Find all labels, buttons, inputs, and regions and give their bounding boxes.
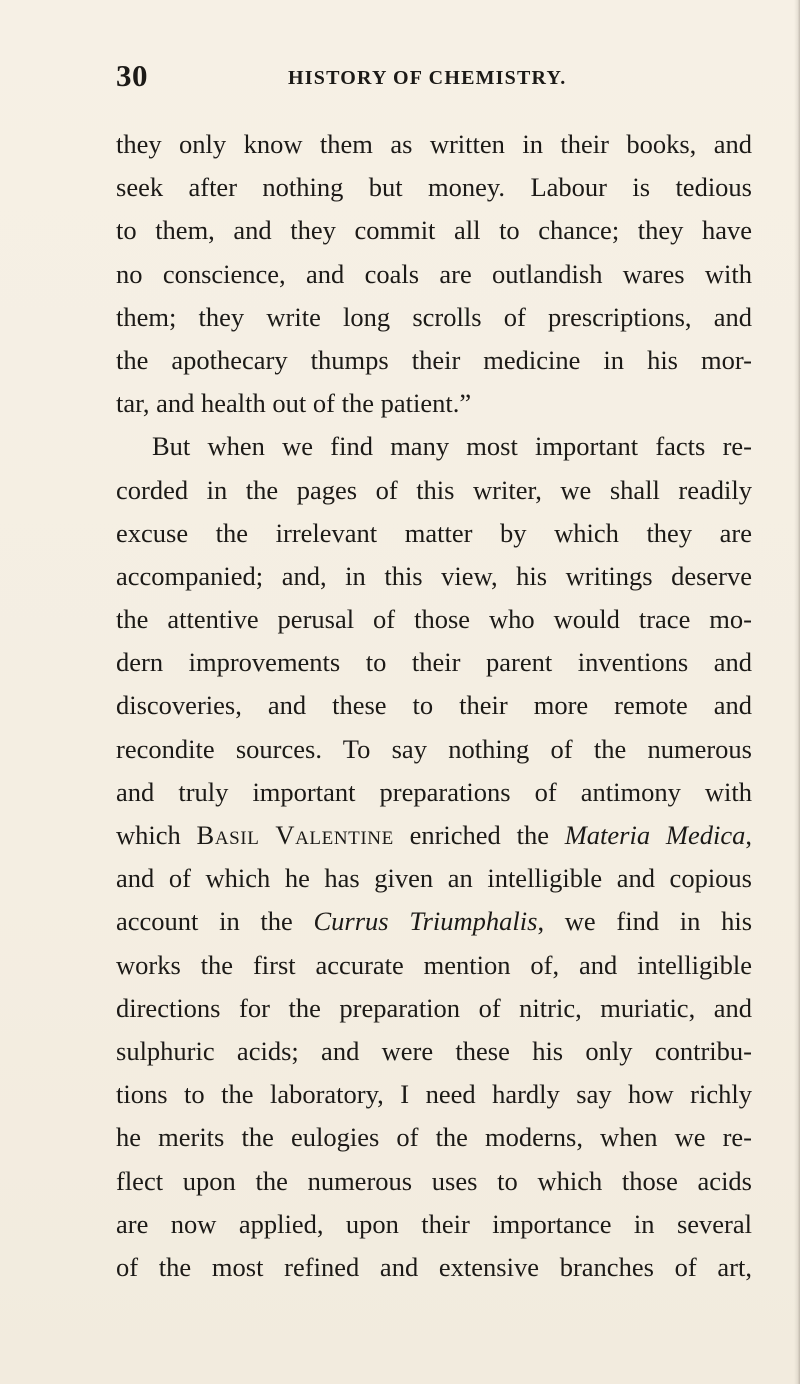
text-line xyxy=(116,814,752,857)
text-line: they only know them as written in their books, and xyxy=(116,129,752,159)
text-line xyxy=(116,900,752,943)
text-line: the apothecary thumps their medicine in his mor- xyxy=(116,344,752,375)
text-run: , we find in his xyxy=(537,906,753,937)
text-line: directions for the preparation of nitric, muriatic, and xyxy=(116,992,752,1023)
text-run: enriched the xyxy=(393,820,565,850)
book-title: Currus Triumphalis xyxy=(313,906,538,937)
text-line: discoveries, and these to their more remote and xyxy=(116,690,752,721)
text-line: flect upon the numerous uses to which those acids xyxy=(116,1165,752,1196)
text-line: seek after nothing but money. Labour is tedious xyxy=(116,172,752,203)
text-line: are now applied, upon their importance in several xyxy=(116,1208,752,1239)
text-run: , xyxy=(745,820,752,850)
text-line: accompanied; and, in this view, his writings deserve xyxy=(116,560,752,591)
body-text xyxy=(116,123,752,1289)
text-run: account in the xyxy=(116,906,314,937)
text-line: the attentive perusal of those who would trace mo- xyxy=(116,604,752,635)
running-head: HISTORY OF CHEMISTRY. xyxy=(288,67,567,89)
person-name: Basil Valentine xyxy=(196,820,394,850)
text-line: corded in the pages of this writer, we shall readily xyxy=(116,474,752,505)
text-line: tions to the laboratory, I need hardly say how richly xyxy=(116,1079,752,1110)
text-line: excuse the irrelevant matter by which they are xyxy=(116,517,752,548)
text-line: and of which he has given an intelligible and copious xyxy=(116,863,752,894)
text-line: of the most refined and extensive branches of art, xyxy=(116,1251,752,1282)
text-line: tar, and health out of the patient.” xyxy=(116,388,472,419)
text-line: to them, and they commit all to chance; they have xyxy=(116,215,752,246)
text-line: works the first accurate mention of, and intelligible xyxy=(116,949,752,980)
book-title: Materia Medica xyxy=(564,820,746,850)
text-line: them; they write long scrolls of prescriptions, and xyxy=(116,301,752,332)
page-header xyxy=(116,58,752,98)
text-line: recondite sources. To say nothing of the numerous xyxy=(116,733,752,764)
text-line: he merits the eulogies of the moderns, when we re- xyxy=(116,1122,752,1153)
paragraph-start-line: But when we find many most important facts re- xyxy=(152,431,752,462)
page-edge-shadow xyxy=(794,0,800,1384)
text-line: sulphuric acids; and were these his only contribu- xyxy=(116,1035,752,1066)
page-number: 30 xyxy=(116,58,148,93)
text-line: no conscience, and coals are outlandish wares with xyxy=(116,258,752,289)
text-run: which xyxy=(116,820,197,850)
text-line: and truly important preparations of antimony with xyxy=(116,776,752,807)
text-line: dern improvements to their parent inventions and xyxy=(116,647,752,678)
